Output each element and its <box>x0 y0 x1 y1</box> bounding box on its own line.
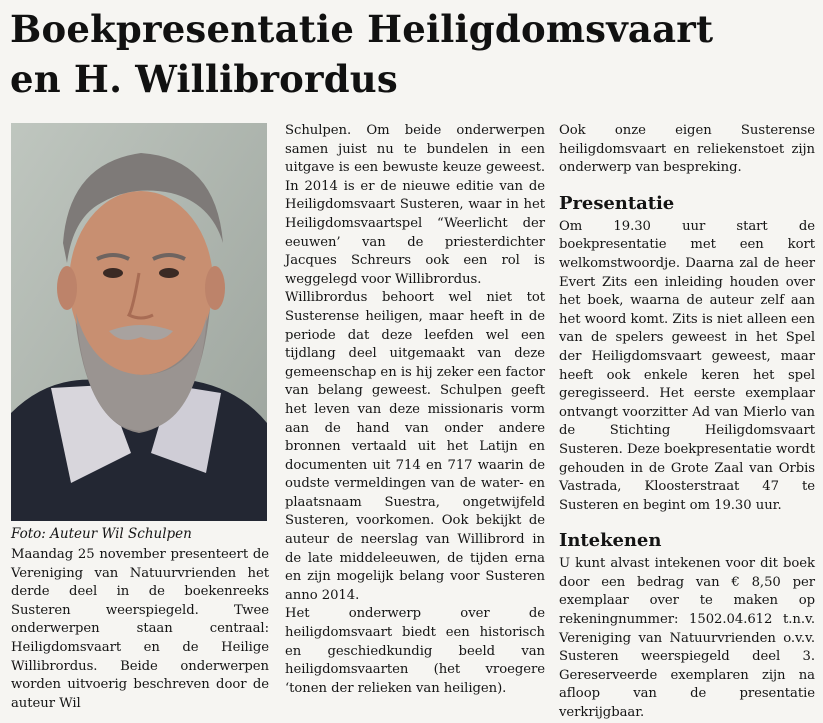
article-column-2 <box>285 122 545 698</box>
article-column-3 <box>559 122 815 723</box>
headline-line-1: Boekpresentatie Heiligdomsvaart <box>10 7 714 51</box>
column-2-paragraph-2: Willibrordus behoort wel niet tot Susterense heiligen, maar heeft in de periode dat deze leefden wel een tijdlang deel uitgemaakt van deze gemeenschap en is hij zeker een factor van belang geweest. Schulpen geeft het leven van deze missionaris vorm aan de hand van onder andere bronnen vertaald uit het Latijn en documenten uit 714 en 717 waarin de oudste vermeldingen van de water- en plaatsnaam Suestra, ongetwijfeld Susteren, voorkomen. Ook bekijkt de auteur de neerslag van Willibrord in de late middeleeuwen, de tijden erna en zijn mogelijk belang voor Susteren anno 2014. <box>285 290 545 603</box>
column-2-paragraph-1: Schulpen. Om beide onderwerpen samen juist nu te bundelen in een uitgave is een bewuste keuze geweest. In 2014 is er de nieuwe editie van de Heiligdomsvaart Susteren, waar in het Heiligdomsvaartspel “Weerlicht der eeuwen’ van de priesterdichter Jacques Schreurs ook een rol is weggelegd voor Willibrordus. <box>285 123 545 287</box>
article-column-1 <box>11 546 269 713</box>
column-3-paragraph-3: U kunt alvast intekenen voor dit boek door een bedrag van € 8,50 per exemplaar over te maken op rekeningnummer: 1502.04.612 t.n.v. Vereniging van Natuurvrienden o.v.v. Susteren weerspiegeld deel 3. Gereserveerde exemplaren zijn na afloop van de presentatie verkrijgbaar. <box>559 556 815 721</box>
subheading-intekenen: Intekenen <box>559 530 662 552</box>
photo-caption: Foto: Auteur Wil Schulpen <box>11 526 192 542</box>
author-portrait-image <box>11 123 267 521</box>
column-3-paragraph-1: Ook onze eigen Susterense heiligdomsvaart en reliekenstoet zijn onderwerp van bespreking. <box>559 123 815 176</box>
subheading-presentatie: Presentatie <box>559 192 675 214</box>
headline-line-2: en H. Willibrordus <box>10 57 398 101</box>
author-photo <box>11 123 267 521</box>
column-2-paragraph-3: Het onderwerp over de heiligdomsvaart biedt een historisch en geschiedkundig beeld van heiligdomsvaarten (het vroegere ‘tonen der relieken van heiligen). <box>285 606 545 696</box>
column-1-paragraph: Maandag 25 november presenteert de Vereniging van Natuurvrienden het derde deel in de boekenreeks Susteren weerspiegeld. Twee onderwerpen staan centraal: Heiligdomsvaart en de Heilige Willibrordus. Beide onderwerpen worden uitvoerig beschreven door de auteur Wil <box>11 547 269 711</box>
column-3-paragraph-2: Om 19.30 uur start de boekpresentatie met een kort welkomstwoordje. Daarna zal de heer Evert Zits een inleiding houden over het boek, waarna de auteur zelf aan het woord komt. Zits is niet alleen een van de spelers geweest in het Spel der Heiligdomsvaart geweest, maar heeft ook enkele keren het spel geregisseerd. Het eerste exemplaar ontvangt voorzitter Ad van Mierlo van de Stichting Heiligdomsvaart Susteren. Deze boekpresentatie wordt gehouden in de Grote Zaal van Orbis Vastrada, Kloosterstraat 47 te Susteren en begint om 19.30 uur. <box>559 218 815 513</box>
headline <box>10 4 815 104</box>
